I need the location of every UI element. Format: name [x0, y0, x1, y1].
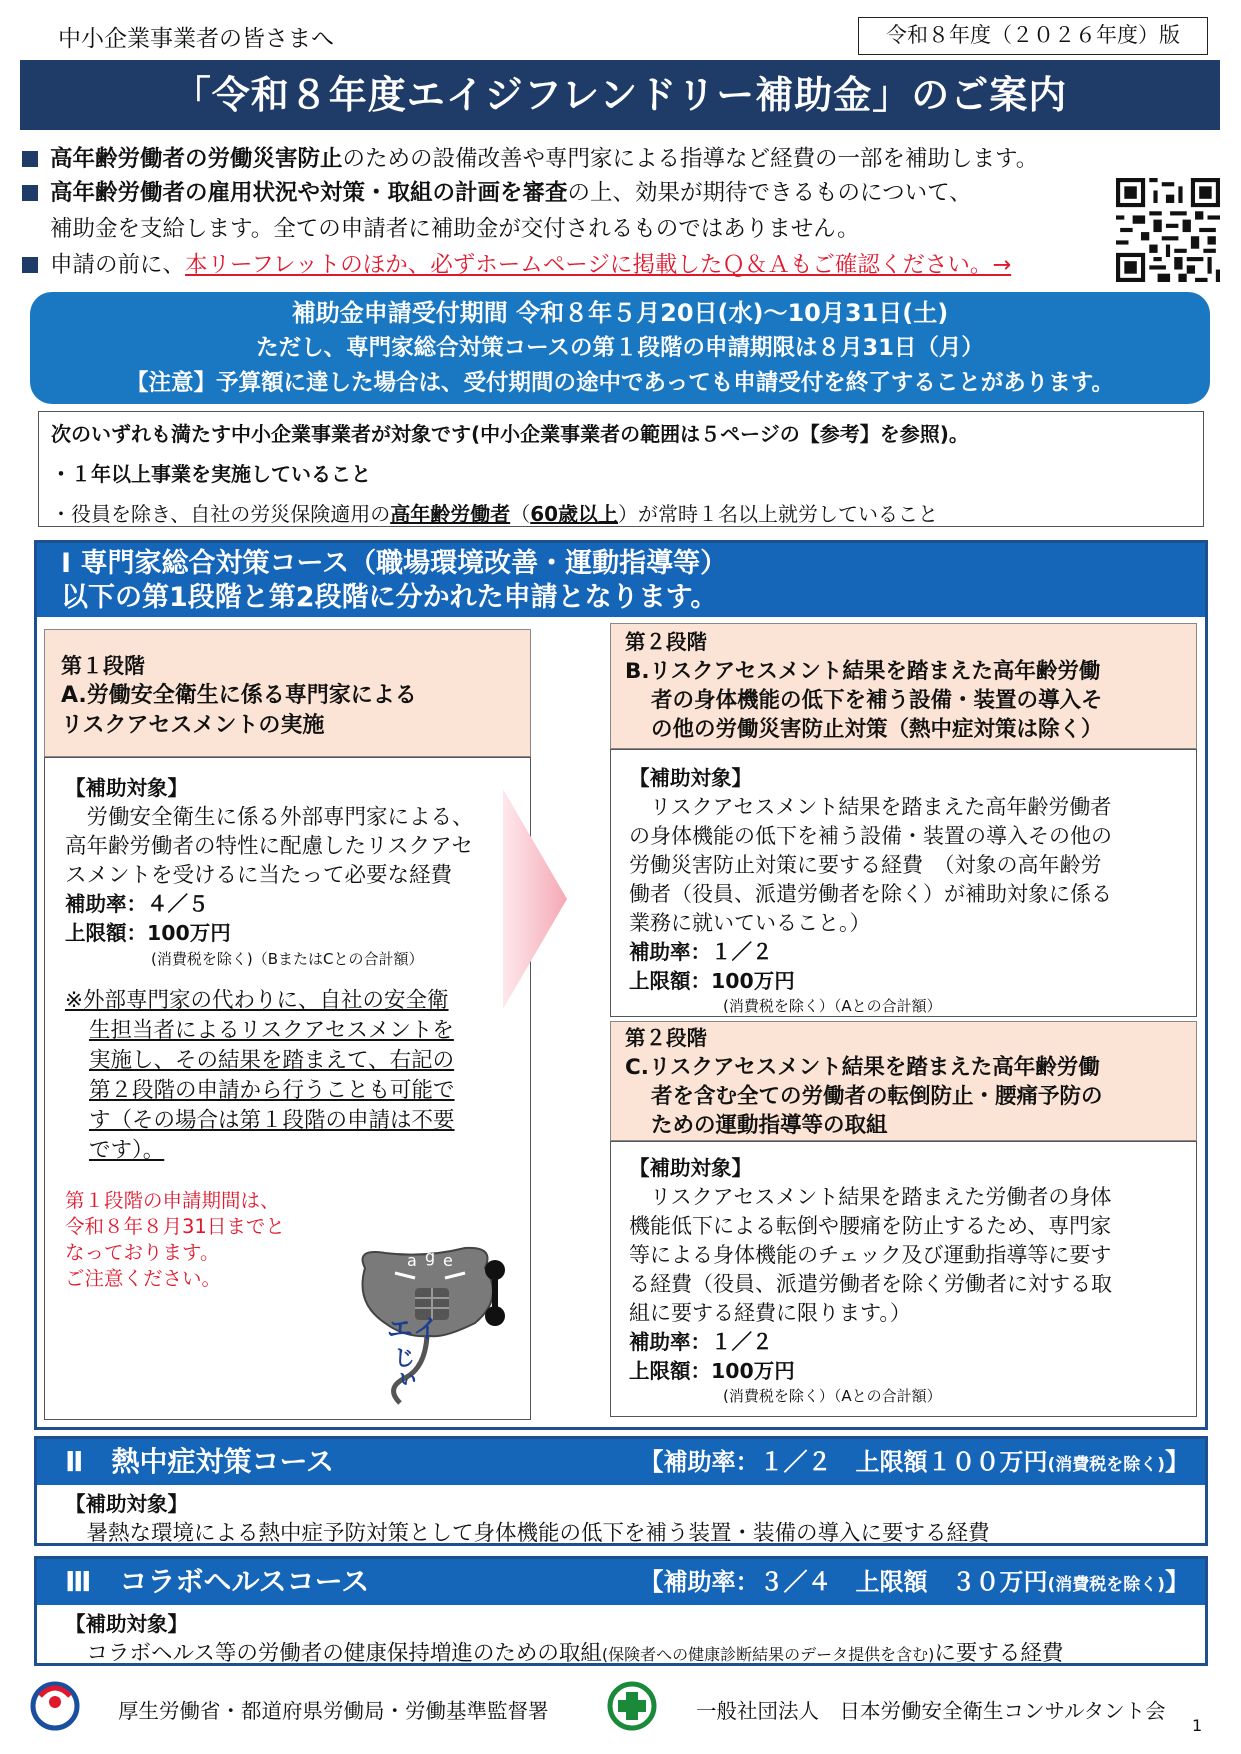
svg-text:e: e	[443, 1251, 453, 1270]
course-1-header: Ⅰ 専門家総合対策コース（職場環境改善・運動指導等） 以下の第1段階と第2段階に分かれた申請となります。	[37, 543, 1205, 617]
audience-line: 中小企業事業者の皆さまへ	[58, 26, 334, 52]
qr-code-icon[interactable]	[1116, 178, 1220, 282]
square-bullet-icon	[22, 185, 38, 201]
eligibility-title: 次のいずれも満たす中小企業事業者が対象です(中小企業事業者の範囲は５ページの【参考】を参照)。	[51, 422, 969, 446]
stage-b-body: 【補助対象】 リスクアセスメント結果を踏まえた高年齢労働者 の身体機能の低下を補う設備・装置の導入その他の 労働災害防止対策に要する経費 （対象の高年齢労 働者（役員、派遣労働者を除く）が補助対象に係る 業務に就いていること。） 補助率：１／２ 上限額：100万円 (消費税を除く）（Aとの合計額）	[610, 749, 1197, 1017]
stage-a-header: 第１段階 A.労働安全衛生に係る専門家による リスクアセスメントの実施	[44, 629, 531, 757]
period-line-2: ただし、専門家総合対策コースの第１段階の申請期限は８月31日（月）	[256, 335, 984, 361]
course-2-section	[34, 1436, 1208, 1546]
mascot-ray-icon	[345, 1228, 515, 1408]
square-bullet-icon	[22, 257, 38, 273]
stage-c-limit: 上限額：100万円	[629, 1359, 795, 1383]
stage-c-rate: 補助率：１／２	[629, 1330, 773, 1354]
intro-bullet-2: 高年齢労働者の雇用状況や対策・取組の計画を審査の上、効果が期待できるものについて、	[22, 178, 972, 208]
period-line-1: 補助金申請受付期間 令和８年５月20日(水)～10月31日(土)	[291, 299, 949, 327]
association-logo-icon	[604, 1680, 660, 1732]
ministry-logo-icon	[28, 1676, 82, 1736]
application-period-banner	[30, 292, 1210, 404]
stage-c-header: 第２段階 C.リスクアセスメント結果を踏まえた高年齢労働 者を含む全ての労働者の転倒防止・腰痛予防の ための運動指導等の取組	[610, 1021, 1197, 1141]
stage-b-header: 第２段階 B.リスクアセスメント結果を踏まえた高年齢労働 者の身体機能の低下を補う設備・装置の導入そ の他の労働災害防止対策（熱中症対策は除く）	[610, 623, 1197, 749]
page-number: 1	[1192, 1716, 1203, 1735]
svg-text:エイ: エイ	[387, 1315, 440, 1345]
course-2-body: 【補助対象】 暑熱な環境による熱中症予防対策として身体機能の低下を補う装置・装備の導入に要する経費	[65, 1492, 990, 1546]
footer	[0, 1676, 1241, 1754]
edition-badge: 令和８年度（２０２６年度）版	[858, 17, 1208, 55]
stage-b-rate: 補助率：１／２	[629, 940, 773, 964]
course-3-section	[34, 1556, 1208, 1666]
stage-a-rate: 補助率：４／５	[65, 892, 209, 916]
course-2-header: Ⅱ 熱中症対策コース 【補助率：１／２ 上限額１００万円(消費税を除く)】	[37, 1439, 1205, 1485]
stage-a-body: 【補助対象】 労働安全衛生に係る外部専門家による、 高年齢労働者の特性に配慮したリスクアセ スメントを受けるに当たって必要な経費 補助率：４／５ 上限額：100万円 (消費税を除く)（BまたはCとの合計額） ※外部専門家の代わりに、自社の安全衛 生担当者によるリスクアセスメントを 実施し、その結果を踏まえて、右記の 第２段階の申請から行うことも可能で す（その場合は第１段階の申請は不要 です）。 第１段階の申請期間は、 令和８年８月31日までと なっております。 ご注意ください。 a g e エイ じぃ	[44, 757, 531, 1420]
period-notice: 【注意】予算額に達した場合は、受付期間の途中であっても申請受付を終了することがあります。	[126, 370, 1114, 396]
intro-bullet-3: 申請の前に、本リーフレットのほか、必ずホームページに掲載したＱ＆Ａもご確認ください。→	[22, 250, 1011, 280]
ministry-name: 厚生労働省・都道府県労働局・労働基準監督署	[118, 1699, 549, 1723]
faq-link[interactable]: 本リーフレットのほか、必ずホームページに掲載したＱ＆Ａもご確認ください。→	[185, 252, 1012, 278]
intro-bullet-1: 高年齢労働者の労働災害防止のための設備改善や専門家による指導など経費の一部を補助します。	[22, 144, 1038, 174]
svg-text:g: g	[425, 1247, 436, 1266]
course-3-body: 【補助対象】 コラボヘルス等の労働者の健康保持増進のための取組(保険者への健康診断結果のデータ提供を含む)に要する経費	[65, 1612, 1064, 1666]
stage-a-limit: 上限額：100万円	[65, 921, 231, 945]
course-3-header: Ⅲ コラボヘルスコース 【補助率：３／４ 上限額 ３０万円(消費税を除く)】	[37, 1559, 1205, 1605]
intro-bullet-2-cont: 補助金を支給します。全ての申請者に補助金が交付されるものではありません。	[50, 216, 860, 242]
stage-c-body: 【補助対象】 リスクアセスメント結果を踏まえた労働者の身体 機能低下による転倒や腰痛を防止するため、専門家 等による身体機能のチェック及び運動指導等に要す る経費（役員、派遣労働者を除く労働者に対する取 組に要する経費に限ります。） 補助率：１／２ 上限額：100万円 (消費税を除く）（Aとの合計額）	[610, 1141, 1197, 1417]
square-bullet-icon	[22, 151, 38, 167]
page-title: 「令和８年度エイジフレンドリー補助金」のご案内	[20, 60, 1220, 130]
eligibility-item-1: ・１年以上事業を実施していること	[51, 462, 371, 486]
stage-a-note: ※外部専門家の代わりに、自社の安全衛 生担当者によるリスクアセスメントを 実施し、その結果を踏まえて、右記の 第２段階の申請から行うことも可能で す（その場合は第１段階の申請は不要 です）。	[65, 988, 455, 1163]
eligibility-box	[38, 411, 1204, 527]
mascot-name: じぃ	[390, 1346, 415, 1390]
course-1-section	[34, 540, 1208, 1430]
stage-b-limit: 上限額：100万円	[629, 969, 795, 993]
svg-text:a: a	[407, 1251, 417, 1270]
eligibility-item-2: ・役員を除き、自社の労災保険適用の高年齢労働者（60歳以上）が常時１名以上就労していること	[51, 502, 939, 526]
stage-a-deadline-note: 第１段階の申請期間は、 令和８年８月31日までと なっております。 ご注意ください。	[65, 1189, 285, 1290]
association-name: 一般社団法人 日本労働安全衛生コンサルタント会	[696, 1699, 1166, 1723]
arrow-right-icon	[503, 789, 567, 1009]
